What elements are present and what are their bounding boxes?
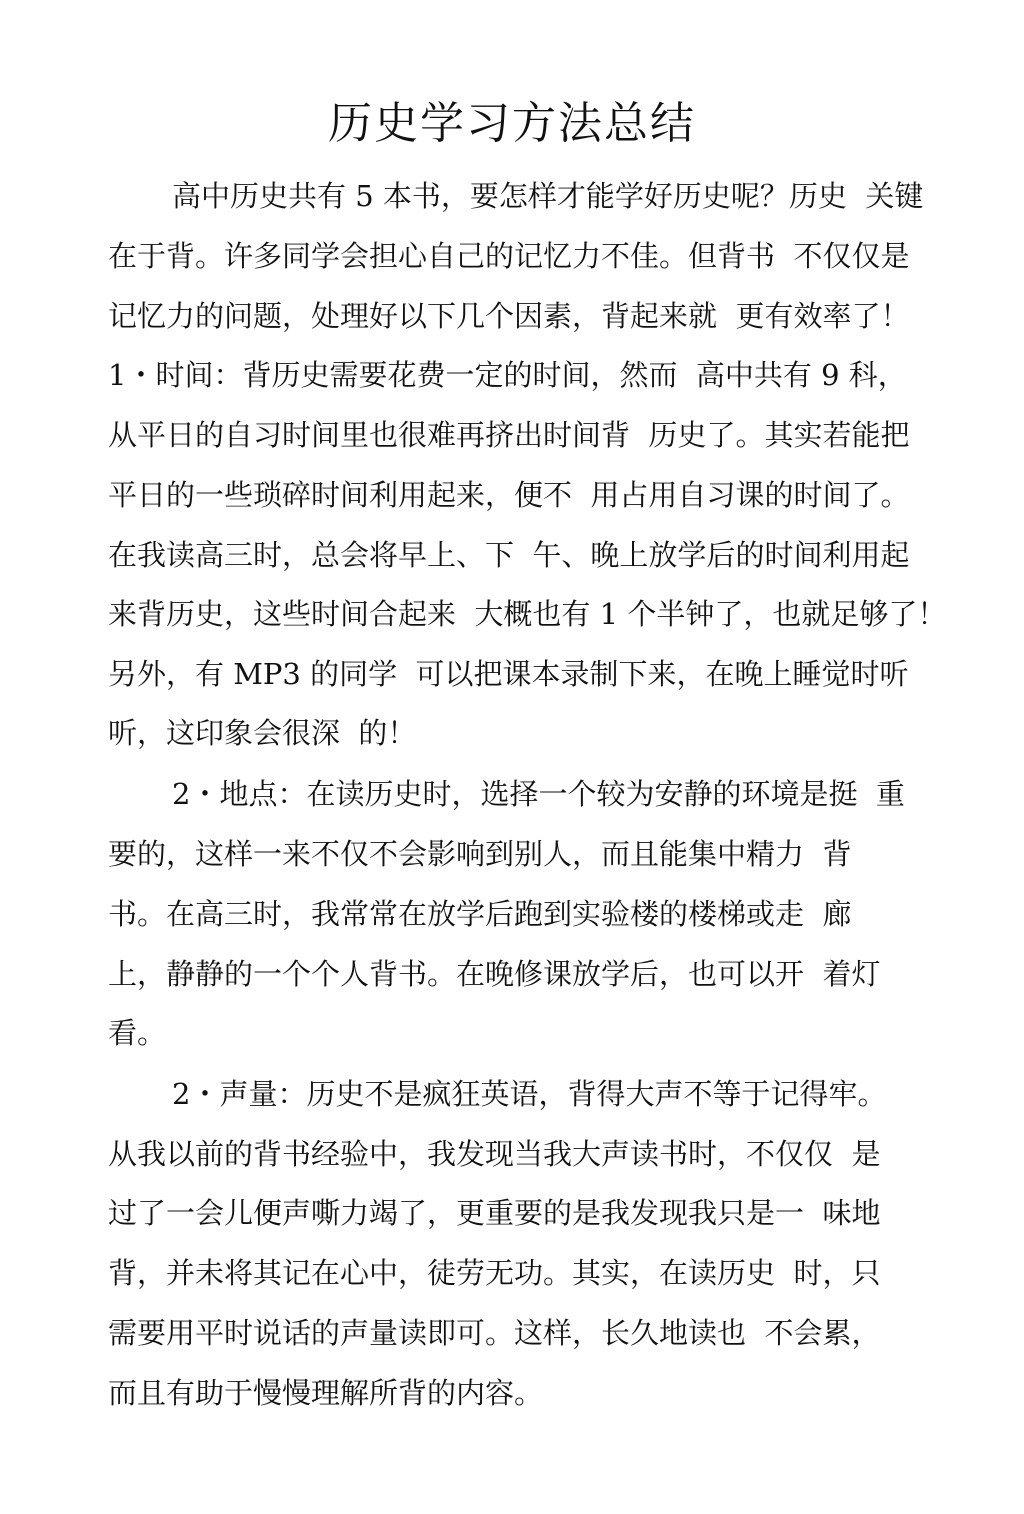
text-line: 1・时间：背历史需要花费一定的时间，然而 高中共有 9 科， (108, 358, 907, 392)
text-line: 而且有助于慢慢理解所背的内容。 (108, 1376, 544, 1410)
document-title: 历史学习方法总结 (328, 98, 696, 149)
text-line: 从平日的自习时间里也很难再挤出时间背 历史了。其实若能把 (108, 418, 910, 452)
text-line: 书。在高三时，我常常在放学后跑到实验楼的楼梯或走 廊 (108, 897, 852, 931)
text-line: 过了一会儿便声嘶力竭了，更重要的是我发现我只是一 味地 (108, 1196, 881, 1230)
text-line: 平日的一些琐碎时间利用起来，便不 用占用自习课的时间了。 (108, 478, 910, 512)
text-line: 听，这印象会很深 的！ (108, 716, 417, 750)
text-line: 在于背。许多同学会担心自己的记忆力不佳。但背书 不仅仅是 (108, 239, 910, 273)
text-line: 背，并未将其记在心中，徒劳无功。其实，在读历史 时，只 (108, 1256, 881, 1290)
text-line: 从我以前的背书经验中，我发现当我大声读书时，不仅仅 是 (108, 1137, 881, 1171)
text-line: 上，静静的一个个人背书。在晚修课放学后，也可以开 着灯 (108, 957, 881, 991)
text-line: 2・声量：历史不是疯狂英语，背得大声不等于记得牢。 (172, 1077, 887, 1111)
text-line: 需要用平时说话的声量读即可。这样，长久地读也 不会累， (108, 1316, 881, 1350)
text-line: 来背历史，这些时间合起来 大概也有 1 个半钟了，也就足够了！ (108, 597, 947, 631)
text-line: 高中历史共有 5 本书，要怎样才能学好历史呢？历史 关键 (172, 179, 924, 213)
text-line: 2・地点：在读历史时，选择一个较为安静的环境是挺 重 (172, 777, 905, 811)
text-line: 看。 (108, 1016, 167, 1050)
text-line: 在我读高三时，总会将早上、下 午、晚上放学后的时间利用起 (108, 538, 910, 572)
text-line: 要的，这样一来不仅不会影响到别人，而且能集中精力 背 (108, 837, 852, 871)
text-line: 记忆力的问题，处理好以下几个因素，背起来就 更有效率了！ (108, 299, 910, 333)
text-line: 另外，有 MP3 的同学 可以把课本录制下来，在晚上睡觉时听 (108, 657, 909, 691)
